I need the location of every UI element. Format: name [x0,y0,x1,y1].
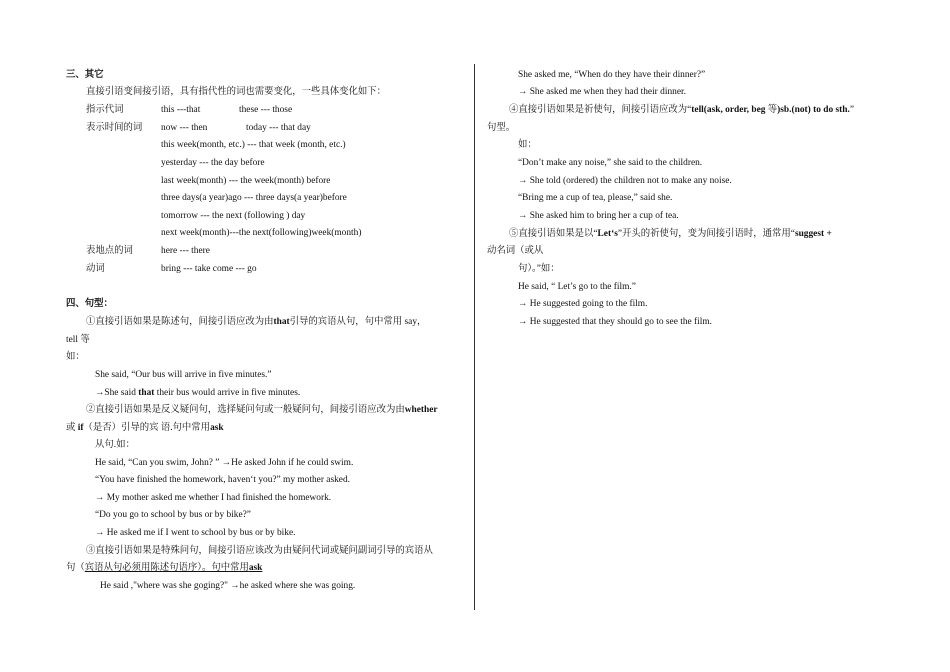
section-4-title: 四、句型： [66,298,113,309]
rule-5-part: ”开头的祈使句，变为间接引语时，通常用“ [617,229,795,239]
example-keyword: that [138,388,155,398]
rule-1-part: ①直接引语如果是陈述句，间接引语应改为由 [86,317,274,327]
rule-2-part: ②直接引语如果是反义疑问句，选择疑问句或一般疑问句，间接引语应改为由 [86,405,405,415]
table-row-value: this ---that [161,105,201,115]
rule-2-text [86,404,438,416]
example-result: → She asked him to bring her a cup of tea. [518,211,679,221]
rule-2-keyword: whether [404,405,438,415]
table-row-label: 表地点的词 [86,246,133,256]
rule-2-part: （是否）引导的宾 语 [83,423,171,433]
rule-5-continued: 动名词（或从 [487,246,544,256]
rule-4-keyword: )sb.(not) to do sth. [777,105,850,115]
rule-3-keyword: ask [248,563,263,573]
table-row-label: 指示代词 [86,105,124,115]
rule-5-continued: 句）。”如： [518,264,560,274]
rule-3-text: ③直接引语如果是特殊问句，间接引语应该改为由疑问代词或疑问副词引导的宾语从 [86,546,433,556]
example-label: 如： [518,140,537,150]
rule-3-underlined: 宾语从句必须用陈述句语序）。句中常用 [84,563,249,573]
table-row-value: next week(month)---the next(following)week(month) [161,228,362,238]
rule-2-keyword: if [77,423,84,433]
example-result-part: →She said [95,388,139,398]
example-result: → He asked me if I went to school by bus or by bike. [95,528,296,538]
example-result: → He suggested going to the film. [518,299,648,309]
example-result: → My mother asked me whether I had finished the homework. [95,493,332,503]
table-row-value: today --- that day [246,123,311,133]
example-label: 如： [66,352,85,362]
rule-2-continued: 从句.如： [95,440,135,450]
rule-1-continued: tell 等 [66,335,90,345]
example-sentence: “Do you go to school by bus or by bike?” [95,510,251,520]
rule-4-text [509,104,854,116]
rule-3-part: 句（ [66,563,85,573]
rule-3-continued [66,562,262,574]
rule-5-keyword: suggest + [794,229,832,239]
table-row-value: these --- those [239,105,293,115]
table-row-value: bring --- take come --- go [161,264,257,274]
rule-5-text [509,228,832,240]
rule-4-part: 等 [765,105,778,115]
rule-4-keyword: tell(ask, order, beg [691,105,766,115]
rule-5-part: ⑤直接引语如果是以“ [509,229,598,239]
example-sentence: He said ,"where was she goging?" →he asked where she was going. [100,581,356,591]
example-sentence: She said, “Our bus will arrive in five minutes.” [95,370,272,380]
rule-4-part: ” [849,105,854,115]
table-row-label: 表示时间的词 [86,123,143,133]
section-3-intro: 直接引语变间接引语，具有指代性的词也需要变化，一些具体变化如下： [86,87,387,97]
example-sentence: “Don’t make any noise,” she said to the children. [518,158,703,168]
example-result [95,387,300,399]
example-result: → She told (ordered) the children not to make any noise. [518,176,732,186]
rule-2-continued [66,422,224,434]
rule-4-part: ④直接引语如果是祈使句，间接引语应改为“ [509,105,692,115]
table-row-label: 动词 [86,264,105,274]
rule-2-keyword: ask [210,423,224,433]
example-sentence: He said, “Can you swim, John? ” →He asked John if he could swim. [95,458,354,468]
table-row-value: here --- there [161,246,210,256]
example-sentence: He said, “ Let’s go to the film.” [518,282,636,292]
example-result-part: their bus would arrive in five minutes. [154,388,301,398]
table-row-value: yesterday --- the day before [161,158,265,168]
rule-1-part: 引导的宾语从句，句中常用 say， [289,317,427,327]
rule-1-text [86,316,426,328]
rule-5-keyword: Let‘s [597,229,618,239]
table-row-value: last week(month) --- the week(month) before [161,176,331,186]
example-sentence: “You have finished the homework, haven‘t you?” my mother asked. [95,475,350,485]
table-row-value: tomorrow --- the next (following ) day [161,211,306,221]
column-divider [474,64,475,610]
rule-2-part: 或 [66,423,76,433]
example-sentence: “Bring me a cup of tea, please,” said she. [518,193,673,203]
rule-4-continued: 句型。 [487,123,516,133]
table-row-value: now --- then [161,123,208,133]
table-row-value: this week(month, etc.) --- that week (month, etc.) [161,140,346,150]
example-result: → He suggested that they should go to see the film. [518,317,712,327]
rule-2-part: .句中常用 [170,423,211,433]
example-sentence: She asked me, “When do they have their dinner?” [518,70,706,80]
rule-1-keyword: that [273,317,290,327]
table-row-value: three days(a year)ago --- three days(a year)before [161,193,347,203]
section-3-title: 三、其它 [66,69,104,80]
example-result: → She asked me when they had their dinner. [518,87,686,97]
